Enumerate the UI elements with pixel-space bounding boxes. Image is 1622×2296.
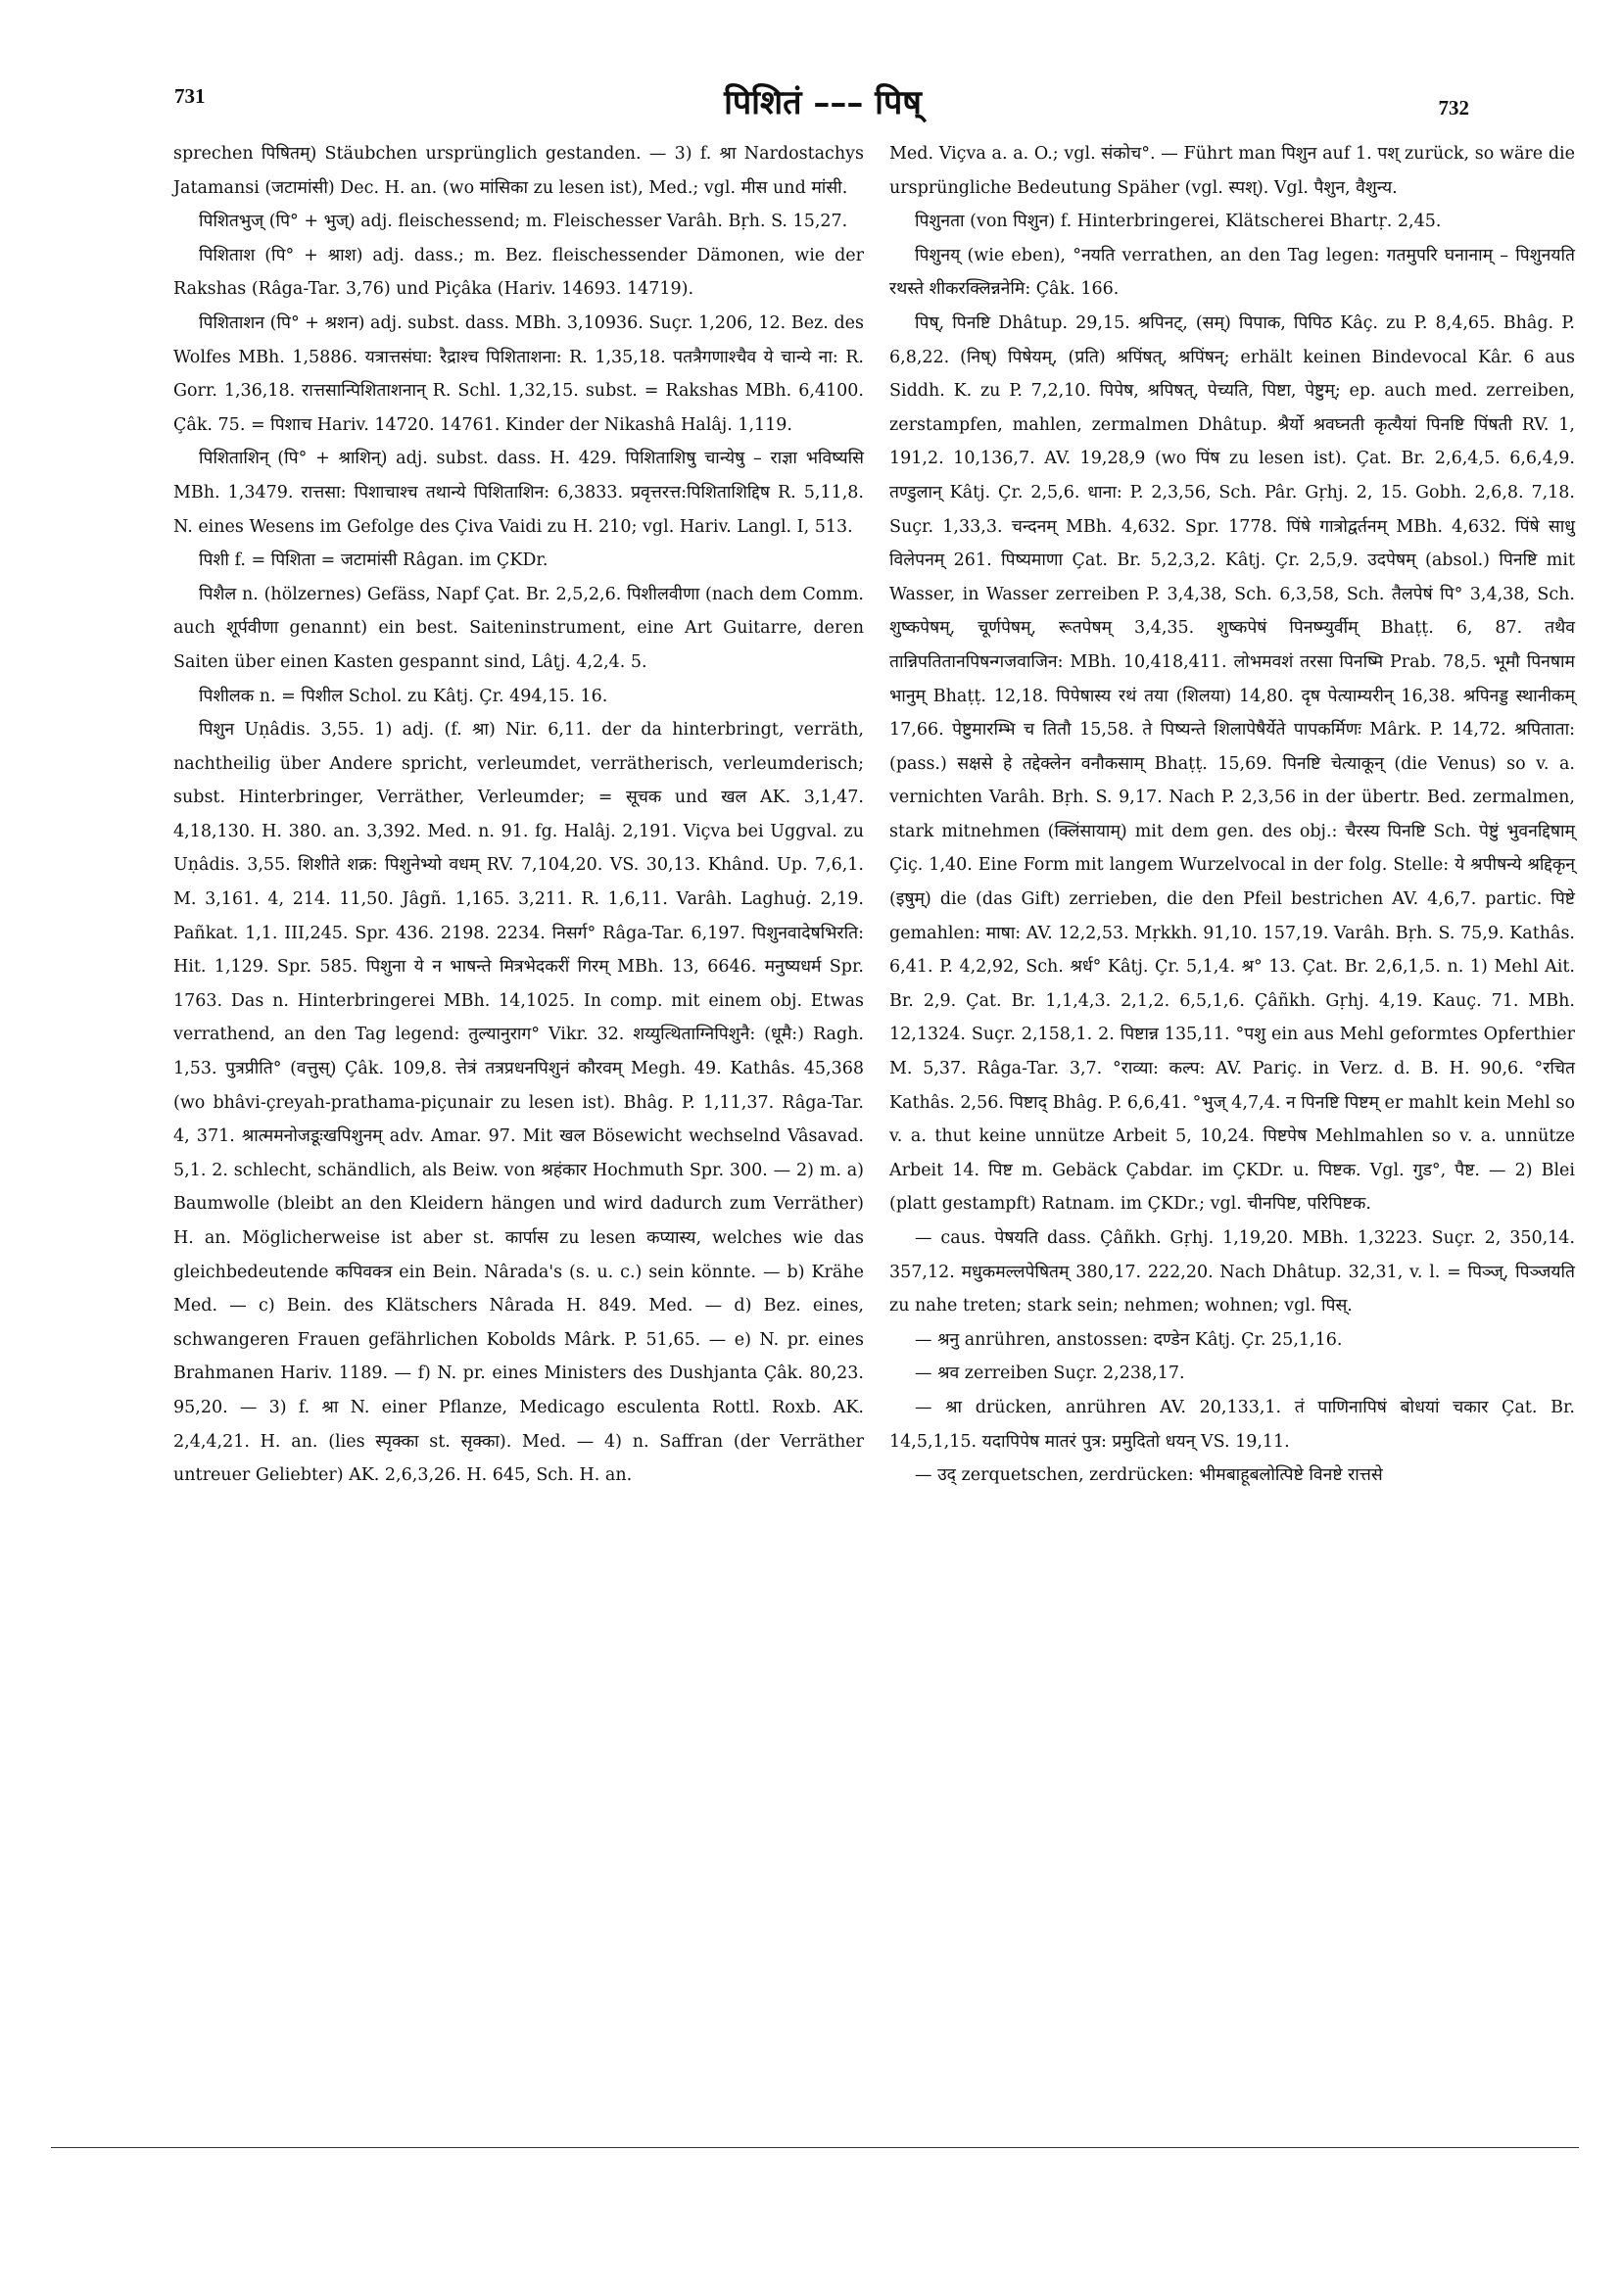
entry-paragraph: पिशितभुज् (पि° + भुज्) adj. fleischessend; m. Fleischesser Varâh. Bṛh. S. 15,27.	[199, 212, 848, 232]
footer-rule	[51, 2147, 1579, 2148]
entry-paragraph: पिष्, पिनष्टि Dhâtup. 29,15. श्रपिनट्, (सम्) पिपाक, पिपिठ Kâç. zu P. 8,4,65. Bhâg. P. 6,8,22. (निष्) पिषेयम्, (प्रति) श्रपिंषत्, श्रपिंषन्; erhält keinen Bindevocal Kâr. 6 aus Siddh. K. zu P. 7,2,10. पिपेष, श्रपिषत्, पेच्यति, पिष्टा, पेष्टुम्; ep. auch med. zerreiben, zerstampfen, mahlen, zermalmen Dhâtup. श्रैर्यो श्रवघ्नती कृत्यैयां पिनष्टि पिंषती RV. 1, 191,2. 10,136,7. AV. 19,28,9 (wo पिंष zu lesen ist). Çat. Br. 2,6,4,5. 6,6,4,9. तण्डुलान् Kâtj. Çr. 2,5,6. धाना: P. 2,3,56, Sch. Pâr. Gṛhj. 2, 15. Gobh. 2,6,8. 7,18. Suçr. 1,33,3. चन्दनम् MBh. 4,632. Spr. 1778. पिंषे गात्रोद्वर्तनम् MBh. 4,632. पिंषे साधु विलेपनम् 261. पिष्यमाणा Çat. Br. 5,2,3,2. Kâtj. Çr. 2,5,9. उदपेषम् (absol.) पिनष्टि mit Wasser, in Wasser zerreiben P. 3,4,38, Sch. 6,3,58, Sch. तैलपेषं पि° 3,4,38, Sch. शुष्कपेषम्, चूर्णपेषम्, रूतपेषम् 3,4,35. शुष्कपेषं पिनष्म्युर्वीम् Bhaṭṭ. 6, 87. तथैव तान्निपतितानपिषन्गजवाजिन: MBh. 10,418,411. लोभमवशं तरसा पिनष्मि Prab. 78,5. भूमौ पिनषाम भानुम् Bhaṭṭ. 12,18. पिपेषास्य रथं तया (शिलया) 14,80. दृष पेत्याम्यरीन् 16,38. श्रपिनड्ड स्थानीकम् 17,66. पेष्टुमारम्भि च तितौ 15,58. ते पिष्यन्ते शिलापेषैर्येते पापकर्मिणः Mârk. P. 14,72. श्रपिताता: (pass.) सक्षसे हे तद्देक्लेन वनौकसाम् Bhaṭṭ. 15,69. पिनष्टि चेत्याकून् (die Venus) so v. a. vernichten Varâh. Bṛh. S. 9,17. Nach P. 2,3,56 in der übertr. Bed. zermalmen, stark mitnehmen (क्लिंसायाम्) mit dem gen. des obj.: चैरस्य पिनष्टि Sch. पेष्टुं भुवनद्दिषाम् Çiç. 1,40. Eine Form mit langem Wurzelvocal in der folg. Stelle: ये श्रपीषन्ये श्रद्दिकृन् (इषुम्) die (das Gift) zerrieben, die den Pfeil bestrichen AV. 4,6,7. partic. पिष्टे gemahlen: माषा: AV. 12,2,53. Mṛkkh. 91,10. 157,19. Varâh. Bṛh. S. 75,9. Kathâs. 6,41. P. 4,2,92, Sch. श्रर्ध° Kâtj. Çr. 5,1,4. श्र° 13. Çat. Br. 2,6,1,5. n. 1) Mehl Ait. Br. 2,9. Çat. Br. 1,1,4,3. 2,1,2. 6,5,1,6. Çâñkh. Gṛhj. 4,19. Kauç. 71. MBh. 12,1324. Suçr. 2,158,1. 2. पिष्टान्न 135,11. °पशु ein aus Mehl geformtes Opferthier M. 5,37. Râga-Tar. 3,7. °राव्या: कल्प: AV. Pariç. in Verz. d. B. H. 90,6. °रचित Kathâs. 2,56. पिष्टाद् Bhâg. P. 6,6,41. °भुज् 4,7,4. न पिनष्टि पिष्टम् er mahlt kein Mehl so v. a. thut keine unnütze Arbeit 5, 10,24. पिष्टपेष Mehlmahlen so v. a. unnütze Arbeit 14. पिष्ट m. Gebäck Çabdar. im ÇKDr. u. पिष्टक. Vgl. गुड°, पैष्ट. — 2) Blei (platt gestampft) Ratnam. im ÇKDr.; vgl. चीनपिष्ट, परिपिष्टक.	[889, 312, 1575, 1215]
right-page-number: 732	[1438, 96, 1469, 120]
entry-paragraph: — caus. पेषयति dass. Çâñkh. Gṛhj. 1,19,20. MBh. 1,3223. Suçr. 2, 350,14. 357,12. मधुकमल्लपेषितम् 380,17. 222,20. Nach Dhâtup. 32,31, v. l. = पिञ्ज्, पिञ्जयति zu nahe treten; stark sein; nehmen; wohnen; vgl. पिस्.	[889, 1228, 1575, 1316]
entry-paragraph: — श्रनु anrühren, anstossen: दण्डेन Kâtj. Çr. 25,1,16.	[915, 1329, 1343, 1350]
entry-paragraph: — श्रव zerreiben Suçr. 2,238,17.	[915, 1363, 1185, 1384]
entry-paragraph: — उद् zerquetschen, zerdrücken: भीमबाहूबलोत्पिष्टे विनष्टे रात्तसे	[915, 1465, 1383, 1486]
entry-paragraph: sprechen पिषितम्) Stäubchen ursprünglich gestanden. — 3) f. श्रा Nardostachys Jatamansi (जटामांसी) Dec. H. an. (wo मांसिका zu lesen ist), Med.; vgl. मीस und मांसी.	[173, 144, 864, 198]
entry-paragraph: पिशुनता (von पिशुन) f. Hinterbringerei, Klätscherei Bhartṛ. 2,45.	[915, 212, 1442, 232]
left-page-number: 731	[174, 84, 206, 108]
entry-paragraph: पिशिताशिन् (पि° + श्राशिन्) adj. subst. dass. H. 429. पिशिताशिषु चान्येषु – राज्ञा भविष्यसि MBh. 1,3479. रात्तसा: पिशाचाश्च तथान्ये पिशिताशिन: 6,3833. प्रवृत्तरत्त:पिशिताशिद्दिष R. 5,11,8. N. eines Wesens im Gefolge des Çiva Vaidi zu H. 210; vgl. Hariv. Langl. I, 513.	[173, 449, 864, 537]
entry-paragraph: पिशुनय् (wie eben), °नयति verrathen, an den Tag legen: गतमुपरि घनानाम् – पिशुनयति रथस्ते शीकरक्लिन्ननेमि: Çâk. 166.	[889, 245, 1575, 300]
entry-paragraph: पिशैल n. (hölzernes) Gefäss, Napf Çat. Br. 2,5,2,6. पिशीलवीणा (nach dem Comm. auch शूर्पवीणा genannt) ein best. Saiteninstrument, eine Art Guitarre, deren Saiten über einen Kasten gespannt sind, Lâṭj. 4,2,4. 5.	[173, 584, 864, 672]
entry-paragraph: पिशी f. = पिशिता = जटामांसी Râgan. im ÇKDr.	[199, 550, 549, 571]
running-head: पिशितं ––– पिष्	[724, 83, 922, 122]
entry-paragraph: पिशिताश (पि° + श्राश) adj. dass.; m. Bez. fleischessender Dämonen, wie der Rakshas (Râga-Tar. 3,76) und Piçâka (Hariv. 14693. 14719).	[173, 245, 864, 300]
entry-paragraph: — श्रा drücken, anrühren AV. 20,133,1. तं पाणिनापिषं बोधयां चकार Çat. Br. 14,5,1,15. यदापिपेष मातरं पुत्र: प्रमुदितो धयन् VS. 19,11.	[889, 1397, 1575, 1452]
entry-paragraph: Med. Viçva a. a. O.; vgl. संकोच°. — Führt man पिशुन auf 1. पश् zurück, so wäre die ursprüngliche Bedeutung Späher (vgl. स्पश्). Vgl. पैशुन, वैशुन्य.	[889, 144, 1575, 198]
left-column	[173, 137, 864, 1493]
entry-paragraph: पिशिताशन (पि° + श्रशन) adj. subst. dass. MBh. 3,10936. Suçr. 1,206, 12. Bez. des Wolfes MBh. 1,5886. यत्रात्तसंघा: रैद्राश्च पिशिताशना: R. 1,35,18. पतत्रैगणाश्चैव ये चान्ये ना: R. Gorr. 1,36,18. रात्तसान्पिशिताशनान् R. Schl. 1,32,15. subst. = Rakshas MBh. 6,4100. Çâk. 75. = पिशाच Hariv. 14720. 14761. Kinder der Nikashâ Halâj. 1,119.	[173, 312, 864, 435]
right-column	[889, 137, 1575, 1493]
entry-paragraph: पिशुन Uṇâdis. 3,55. 1) adj. (f. श्रा) Nir. 6,11. der da hinterbringt, verräth, nachtheilig über Andere spricht, verleumdet, verrätherisch, verleumderisch; subst. Hinterbringer, Verräther, Verleumder; = सूचक und खल AK. 3,1,47. 4,18,130. H. 380. an. 3,392. Med. n. 91. fg. Halâj. 2,191. Viçva bei Uggval. zu Uṇâdis. 3,55. शिशीते शक्र: पिशुनेभ्यो वधम् RV. 7,104,20. VS. 30,13. Khând. Up. 7,6,1. M. 3,161. 4, 214. 11,50. Jâgñ. 1,165. 3,211. R. 1,6,11. Varâh. Laghuġ. 2,19. Pañkat. 1,1. III,245. Spr. 436. 2198. 2234. निसर्ग° Râga-Tar. 6,197. पिशुनवादेषभिरति: Hit. 1,129. Spr. 585. पिशुना ये न भाषन्ते मित्रभेदकरीं गिरम् MBh. 13, 6646. मनुष्यधर्म Spr. 1763. Das n. Hinterbringerei MBh. 14,1025. In comp. mit einem obj. Etwas verrathend, an den Tag legend: तुल्यानुराग° Vikr. 32. शय्युत्थिताग्निपिशुनै: (धूमै:) Ragh. 1,53. पुत्रप्रीति° (वत्तुस्) Çâk. 109,8. त्तेत्रं तत्रप्रधनपिशुनं कौरवम् Megh. 49. Kathâs. 45,368 (wo bhâvi-çreyah-prathama-piçunair zu lesen ist). Bhâg. P. 1,11,37. Râga-Tar. 4, 371. श्रात्ममनोजडूःखपिशुनम् adv. Amar. 97. Mit खल Bösewicht wechselnd Vâsavad. 5,1. 2. schlecht, schändlich, als Beiw. von श्रहंकार Hochmuth Spr. 300. — 2) m. a) Baumwolle (bleibt an den Kleidern hängen und wird dadurch zum Verräther) H. an. Möglicherweise ist aber st. कार्पास zu lesen कप्यास्य, welches wie das gleichbedeutende कपिवक्त्र ein Bein. Nârada's (s. u. c.) sein könnte. — b) Krähe Med. — c) Bein. des Klätschers Nârada H. 849. Med. — d) Bez. eines, schwangeren Frauen gefährlichen Kobolds Mârk. P. 51,65. — e) N. pr. eines Brahmanen Hariv. 1189. — f) N. pr. eines Ministers des Dushjanta Çâk. 80,23. 95,20. — 3) f. श्रा N. einer Pflanze, Medicago esculenta Rottl. Roxb. AK. 2,4,4,21. H. an. (lies स्पृक्का st. सृक्का). Med. — 4) n. Saffran (der Verräther untreuer Geliebter) AK. 2,6,3,26. H. 645, Sch. H. an.	[173, 720, 864, 1486]
entry-paragraph: पिशीलक n. = पिशील Schol. zu Kâtj. Çr. 494,15. 16.	[199, 686, 608, 706]
